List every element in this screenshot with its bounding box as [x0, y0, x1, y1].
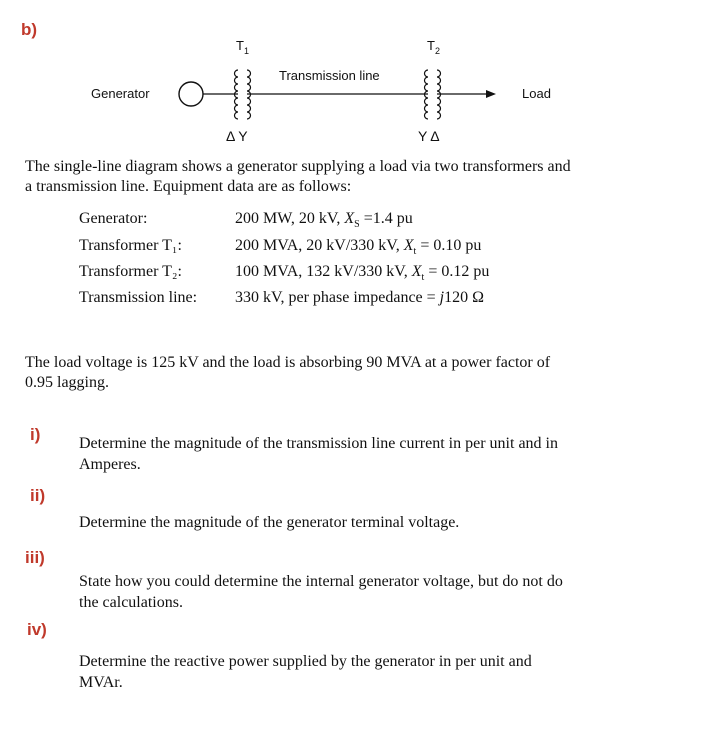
question-label: i) [30, 425, 41, 444]
intro-line-2: a transmission line. Equipment data are as follows: [25, 178, 352, 195]
equipment-value: 330 kV, per phase impedance = j120 Ω [235, 289, 485, 306]
question-text: Determine the reactive power supplied by the generator in per unit and [79, 653, 532, 670]
equipment-name: Transformer T₁: [79, 237, 182, 254]
equipment-value: 100 MVA, 132 kV/330 kV, $X_t = 0.12$ pu [235, 263, 490, 284]
t1-label: $T_1$ [236, 38, 249, 56]
equipment-name: Generator: [79, 210, 148, 227]
generator-symbol [179, 82, 203, 106]
transmission-line-label: Transmission line [279, 68, 380, 83]
equipment-name: Transmission line: [79, 289, 198, 306]
question-label: iii) [25, 548, 45, 567]
single-line-diagram [0, 0, 703, 150]
t1-winding-label: Δ Υ [226, 128, 248, 144]
t2-winding-label: Υ Δ [418, 128, 440, 144]
part-label: b) [21, 20, 38, 39]
equipment-value: 200 MVA, 20 kV/330 kV, $X_t = 0.10$ pu [235, 237, 482, 258]
question-label: iv) [27, 620, 47, 639]
question-label: ii) [30, 486, 46, 505]
equipment-value: 200 MW, 20 kV, $X_S =1.4$ pu [235, 210, 413, 231]
question-text: MVAr. [79, 674, 123, 691]
load-label: Load [522, 86, 551, 101]
t2-label: $T_2$ [427, 38, 440, 56]
load-statement-line-2: 0.95 lagging. [25, 374, 109, 391]
generator-label: Generator [91, 86, 150, 101]
question-text: the calculations. [79, 594, 183, 611]
question-text: State how you could determine the internal generator voltage, but do not do [79, 573, 563, 590]
question-text: Determine the magnitude of the transmission line current in per unit and in [79, 435, 558, 452]
intro-line-1: The single-line diagram shows a generator supplying a load via two transformers and [25, 158, 571, 175]
load-arrow-icon [486, 90, 496, 98]
question-text: Amperes. [79, 456, 141, 473]
question-text: Determine the magnitude of the generator terminal voltage. [79, 514, 460, 531]
equipment-name: Transformer T₂: [79, 263, 182, 280]
load-statement-line-1: The load voltage is 125 kV and the load is absorbing 90 MVA at a power factor of [25, 354, 551, 371]
